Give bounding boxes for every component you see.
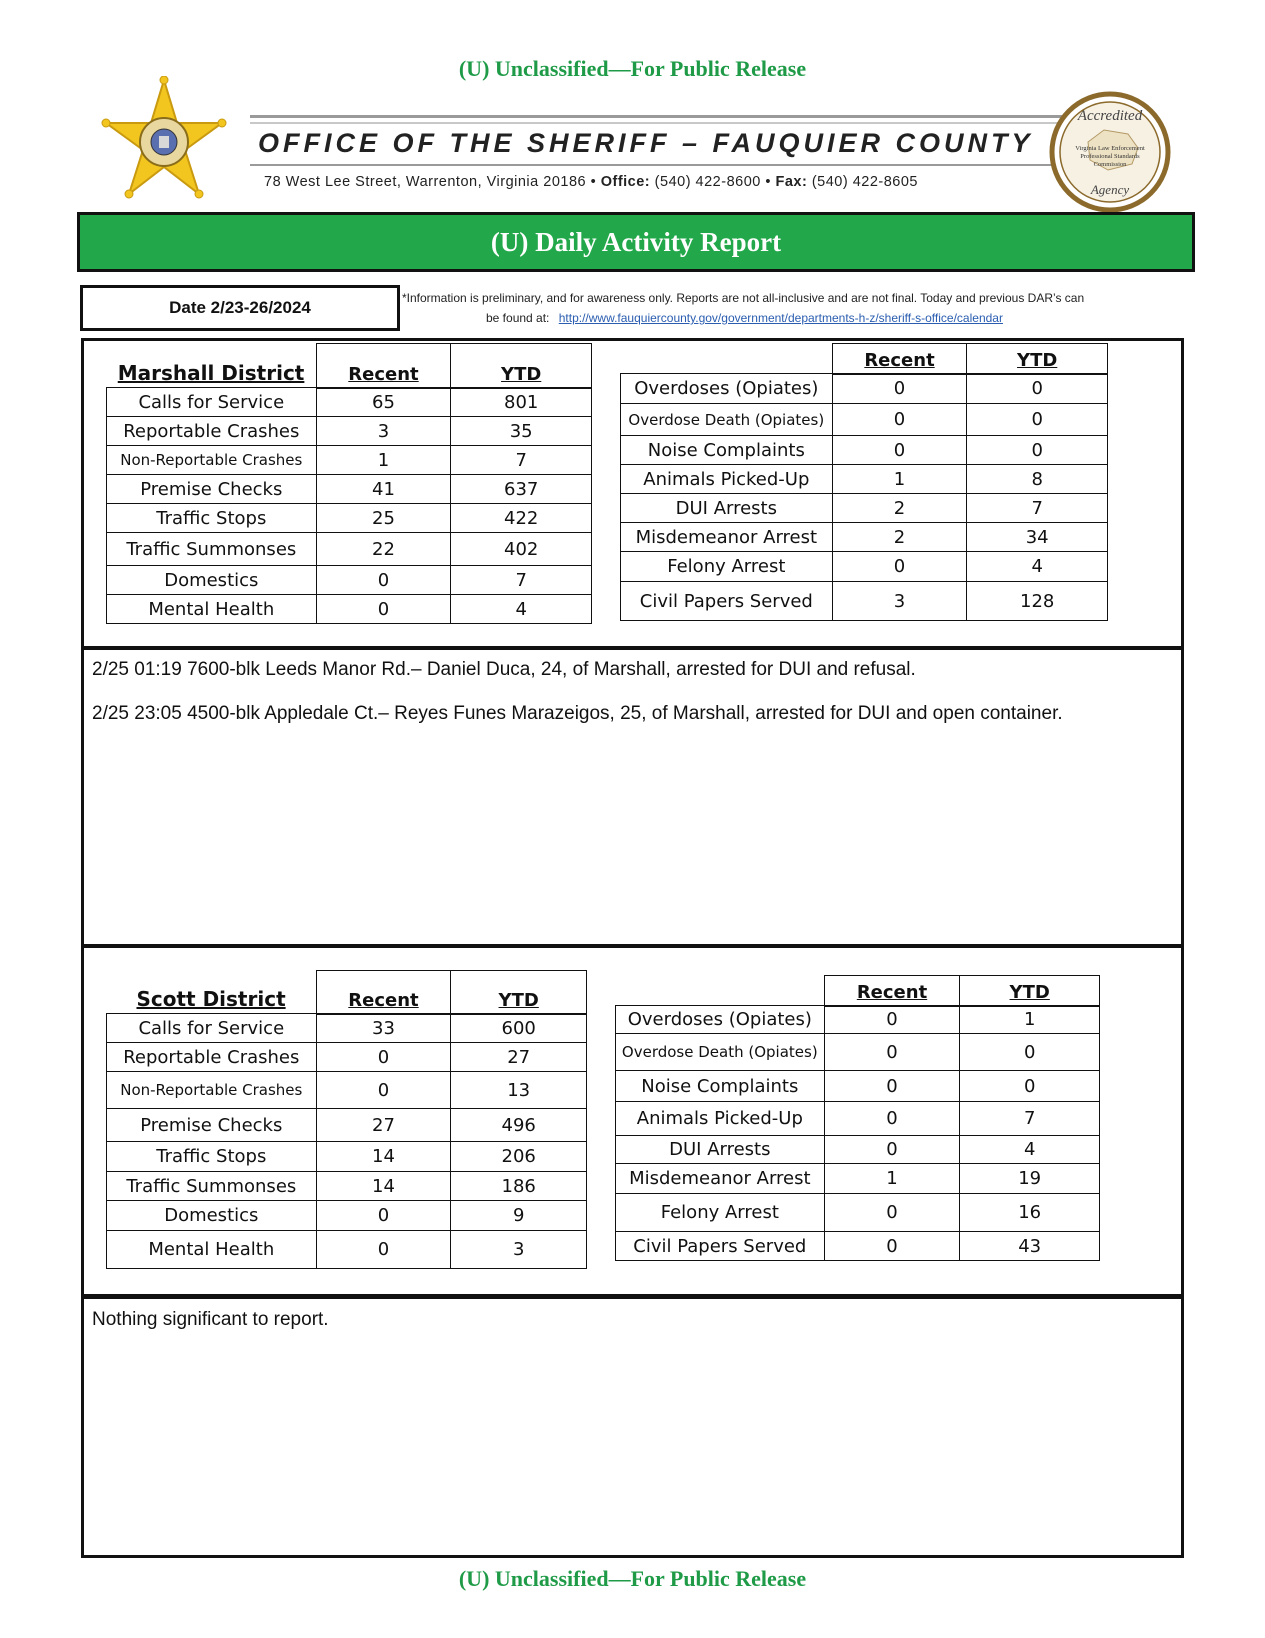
recent-value: 0 xyxy=(316,1201,451,1231)
stats-row xyxy=(616,1232,1100,1261)
row-label: Traffic Summonses xyxy=(107,1172,317,1201)
ytd-value: 7 xyxy=(967,494,1108,523)
recent-value: 0 xyxy=(824,1194,960,1232)
svg-text:Agency: Agency xyxy=(1090,182,1130,197)
row-label: Premise Checks xyxy=(107,475,317,504)
recent-value: 1 xyxy=(832,465,967,494)
stats-row xyxy=(621,465,1108,494)
recent-value: 3 xyxy=(316,417,451,446)
stats-row xyxy=(107,1201,587,1231)
row-label: Traffic Stops xyxy=(107,504,317,533)
col-ytd-header: YTD xyxy=(451,344,592,388)
row-label: Calls for Service xyxy=(107,1014,317,1043)
row-label: Overdose Death (Opiates) xyxy=(621,404,833,436)
ytd-value: 27 xyxy=(451,1043,587,1072)
stats-row xyxy=(621,436,1108,465)
recent-value: 0 xyxy=(316,1072,451,1109)
ytd-value: 0 xyxy=(960,1071,1100,1102)
stats-row xyxy=(107,504,592,533)
stats-row xyxy=(621,582,1108,621)
marshall-stats-table-right xyxy=(620,343,1108,621)
marshall-stats-table-left xyxy=(106,343,592,624)
report-title: (U) Daily Activity Report xyxy=(490,227,782,257)
recent-value: 27 xyxy=(316,1109,451,1142)
row-label: Reportable Crashes xyxy=(107,1043,317,1072)
recent-value: 25 xyxy=(316,504,451,533)
date-box xyxy=(80,285,400,331)
svg-text:Professional Standards: Professional Standards xyxy=(1080,153,1140,160)
recent-value: 0 xyxy=(824,1102,960,1136)
stats-row xyxy=(107,1172,587,1201)
stats-row xyxy=(107,417,592,446)
stats-row xyxy=(616,1136,1100,1164)
col-recent-header: Recent xyxy=(316,971,451,1014)
ytd-value: 801 xyxy=(451,388,592,417)
marshall-incident-notes xyxy=(81,646,1184,947)
recent-value: 0 xyxy=(824,1232,960,1261)
recent-value: 0 xyxy=(824,1006,960,1034)
row-label: DUI Arrests xyxy=(616,1136,825,1164)
col-ytd-header: YTD xyxy=(960,976,1100,1006)
office-contact-line: 78 West Lee Street, Warrenton, Virginia 20186 • Office: (540) 422-8600 • Fax: (540) 422-8605 xyxy=(264,174,919,190)
scott-stats-table-left xyxy=(106,970,587,1269)
incident-note: 2/25 23:05 4500-blk Appledale Ct.– Reyes Funes Marazeigos, 25, of Marshall, arrested for DUI and open container. xyxy=(92,703,1063,724)
stats-row xyxy=(107,1109,587,1142)
office-phone: (540) 422-8600 xyxy=(654,174,761,190)
stats-row xyxy=(621,404,1108,436)
ytd-value: 186 xyxy=(451,1172,587,1201)
disclaimer: *Information is preliminary, and for awareness only. Reports are not all-inclusive and are not final. Today and previous DAR’s can be found at: http://www.fauquiercounty.gov/government/departments-h-z/sheriff-s-office/calendar xyxy=(402,291,1085,325)
office-title: OFFICE OF THE SHERIFF – FAUQUIER COUNTY xyxy=(258,128,1034,158)
ytd-value: 4 xyxy=(960,1136,1100,1164)
stats-row xyxy=(107,1072,587,1109)
row-label: Non-Reportable Crashes xyxy=(107,1072,317,1109)
row-label: Animals Picked-Up xyxy=(621,465,833,494)
recent-value: 14 xyxy=(316,1172,451,1201)
stats-row xyxy=(107,1231,587,1269)
stats-row xyxy=(616,1194,1100,1232)
col-ytd-header: YTD xyxy=(451,971,587,1014)
stats-row xyxy=(616,1034,1100,1071)
office-address: 78 West Lee Street, Warrenton, Virginia 20186 xyxy=(264,174,587,190)
ytd-value: 206 xyxy=(451,1142,587,1172)
recent-value: 1 xyxy=(824,1164,960,1194)
ytd-value: 402 xyxy=(451,533,592,566)
row-label: Traffic Stops xyxy=(107,1142,317,1172)
svg-text:Accredited: Accredited xyxy=(1077,108,1143,124)
stats-row xyxy=(107,595,592,624)
ytd-value: 43 xyxy=(960,1232,1100,1261)
stats-row xyxy=(616,1006,1100,1034)
office-phone-label: Office: xyxy=(600,174,651,190)
stats-row xyxy=(616,1164,1100,1194)
row-label: Noise Complaints xyxy=(621,436,833,465)
recent-value: 3 xyxy=(832,582,967,621)
row-label: Animals Picked-Up xyxy=(616,1102,825,1136)
sheriff-letterhead xyxy=(100,72,1180,212)
stats-row xyxy=(107,1043,587,1072)
ytd-value: 637 xyxy=(451,475,592,504)
report-date: Date 2/23-26/2024 xyxy=(169,298,311,317)
ytd-value: 16 xyxy=(960,1194,1100,1232)
stats-row xyxy=(107,475,592,504)
row-label: Overdoses (Opiates) xyxy=(621,374,833,404)
svg-text:Virginia Law Enforcement: Virginia Law Enforcement xyxy=(1075,145,1145,152)
row-label: Reportable Crashes xyxy=(107,417,317,446)
district-title: Marshall District xyxy=(117,361,305,385)
stats-row xyxy=(107,566,592,595)
stats-row xyxy=(107,533,592,566)
stats-row xyxy=(107,388,592,417)
svg-text:Commission: Commission xyxy=(1093,161,1127,168)
recent-value: 0 xyxy=(316,595,451,624)
scott-incident-notes xyxy=(81,1296,1184,1558)
ytd-value: 422 xyxy=(451,504,592,533)
marshall-district-section xyxy=(81,338,1184,650)
recent-value: 0 xyxy=(832,374,967,404)
recent-value: 33 xyxy=(316,1014,451,1043)
recent-value: 0 xyxy=(832,436,967,465)
recent-value: 0 xyxy=(316,1231,451,1269)
stats-row xyxy=(107,1142,587,1172)
ytd-value: 19 xyxy=(960,1164,1100,1194)
fax-label: Fax: xyxy=(775,174,808,190)
ytd-value: 7 xyxy=(451,446,592,475)
row-label: Felony Arrest xyxy=(616,1194,825,1232)
fax-phone: (540) 422-8605 xyxy=(811,174,919,190)
col-recent-header: Recent xyxy=(832,344,967,374)
classification-footer: (U) Unclassified—For Public Release xyxy=(458,1566,807,1591)
ytd-value: 0 xyxy=(967,374,1108,404)
incident-note: Nothing significant to report. xyxy=(92,1309,329,1330)
row-label: Felony Arrest xyxy=(621,552,833,582)
row-label: Domestics xyxy=(107,566,317,595)
recent-value: 0 xyxy=(824,1071,960,1102)
stats-row xyxy=(616,1071,1100,1102)
recent-value: 0 xyxy=(832,404,967,436)
recent-value: 22 xyxy=(316,533,451,566)
stats-row xyxy=(621,494,1108,523)
classification-header: (U) Unclassified—For Public Release xyxy=(458,56,807,81)
row-label: Overdose Death (Opiates) xyxy=(616,1034,825,1071)
recent-value: 0 xyxy=(316,566,451,595)
stats-row xyxy=(616,1102,1100,1136)
row-label: Mental Health xyxy=(107,1231,317,1269)
incident-note: 2/25 01:19 7600-blk Leeds Manor Rd.– Daniel Duca, 24, of Marshall, arrested for DUI and refusal. xyxy=(92,659,916,680)
scott-stats-table-right xyxy=(615,975,1100,1261)
recent-value: 0 xyxy=(832,552,967,582)
ytd-value: 4 xyxy=(967,552,1108,582)
row-label: Mental Health xyxy=(107,595,317,624)
stats-row xyxy=(621,523,1108,552)
ytd-value: 496 xyxy=(451,1109,587,1142)
row-label: Civil Papers Served xyxy=(621,582,833,621)
sheriff-star-icon xyxy=(100,76,228,204)
ytd-value: 128 xyxy=(967,582,1108,621)
row-label: Misdemeanor Arrest xyxy=(621,523,833,552)
recent-value: 2 xyxy=(832,494,967,523)
recent-value: 41 xyxy=(316,475,451,504)
ytd-value: 0 xyxy=(967,404,1108,436)
row-label: Traffic Summonses xyxy=(107,533,317,566)
disclaimer-line: *Information is preliminary, and for awareness only. Reports are not all-inclusive and are not final. Today and previous DAR’s can xyxy=(402,291,1085,305)
col-recent-header: Recent xyxy=(316,344,451,388)
ytd-value: 7 xyxy=(960,1102,1100,1136)
row-label: Noise Complaints xyxy=(616,1071,825,1102)
recent-value: 0 xyxy=(824,1136,960,1164)
row-label: Calls for Service xyxy=(107,388,317,417)
ytd-value: 4 xyxy=(451,595,592,624)
row-label: DUI Arrests xyxy=(621,494,833,523)
stats-row xyxy=(107,446,592,475)
ytd-value: 13 xyxy=(451,1072,587,1109)
ytd-value: 8 xyxy=(967,465,1108,494)
row-label: Civil Papers Served xyxy=(616,1232,825,1261)
recent-value: 1 xyxy=(316,446,451,475)
recent-value: 14 xyxy=(316,1142,451,1172)
recent-value: 2 xyxy=(832,523,967,552)
ytd-value: 0 xyxy=(967,436,1108,465)
ytd-value: 35 xyxy=(451,417,592,446)
recent-value: 65 xyxy=(316,388,451,417)
recent-value: 0 xyxy=(316,1043,451,1072)
col-recent-header: Recent xyxy=(824,976,960,1006)
ytd-value: 9 xyxy=(451,1201,587,1231)
stats-row xyxy=(107,1014,587,1043)
recent-value: 0 xyxy=(824,1034,960,1071)
stats-row xyxy=(621,552,1108,582)
row-label: Misdemeanor Arrest xyxy=(616,1164,825,1194)
scott-district-section xyxy=(81,945,1184,1297)
col-ytd-header: YTD xyxy=(967,344,1108,374)
ytd-value: 7 xyxy=(451,566,592,595)
row-label: Overdoses (Opiates) xyxy=(616,1006,825,1034)
ytd-value: 1 xyxy=(960,1006,1100,1034)
ytd-value: 600 xyxy=(451,1014,587,1043)
calendar-link[interactable]: http://www.fauquiercounty.gov/government/departments-h-z/sheriff-s-office/calendar xyxy=(558,311,1003,325)
row-label: Domestics xyxy=(107,1201,317,1231)
accredited-agency-seal-icon xyxy=(1048,90,1172,214)
ytd-value: 3 xyxy=(451,1231,587,1269)
row-label: Premise Checks xyxy=(107,1109,317,1142)
district-title: Scott District xyxy=(136,987,286,1011)
ytd-value: 0 xyxy=(960,1034,1100,1071)
report-title-banner xyxy=(77,212,1195,272)
ytd-value: 34 xyxy=(967,523,1108,552)
stats-row xyxy=(621,374,1108,404)
row-label: Non-Reportable Crashes xyxy=(107,446,317,475)
